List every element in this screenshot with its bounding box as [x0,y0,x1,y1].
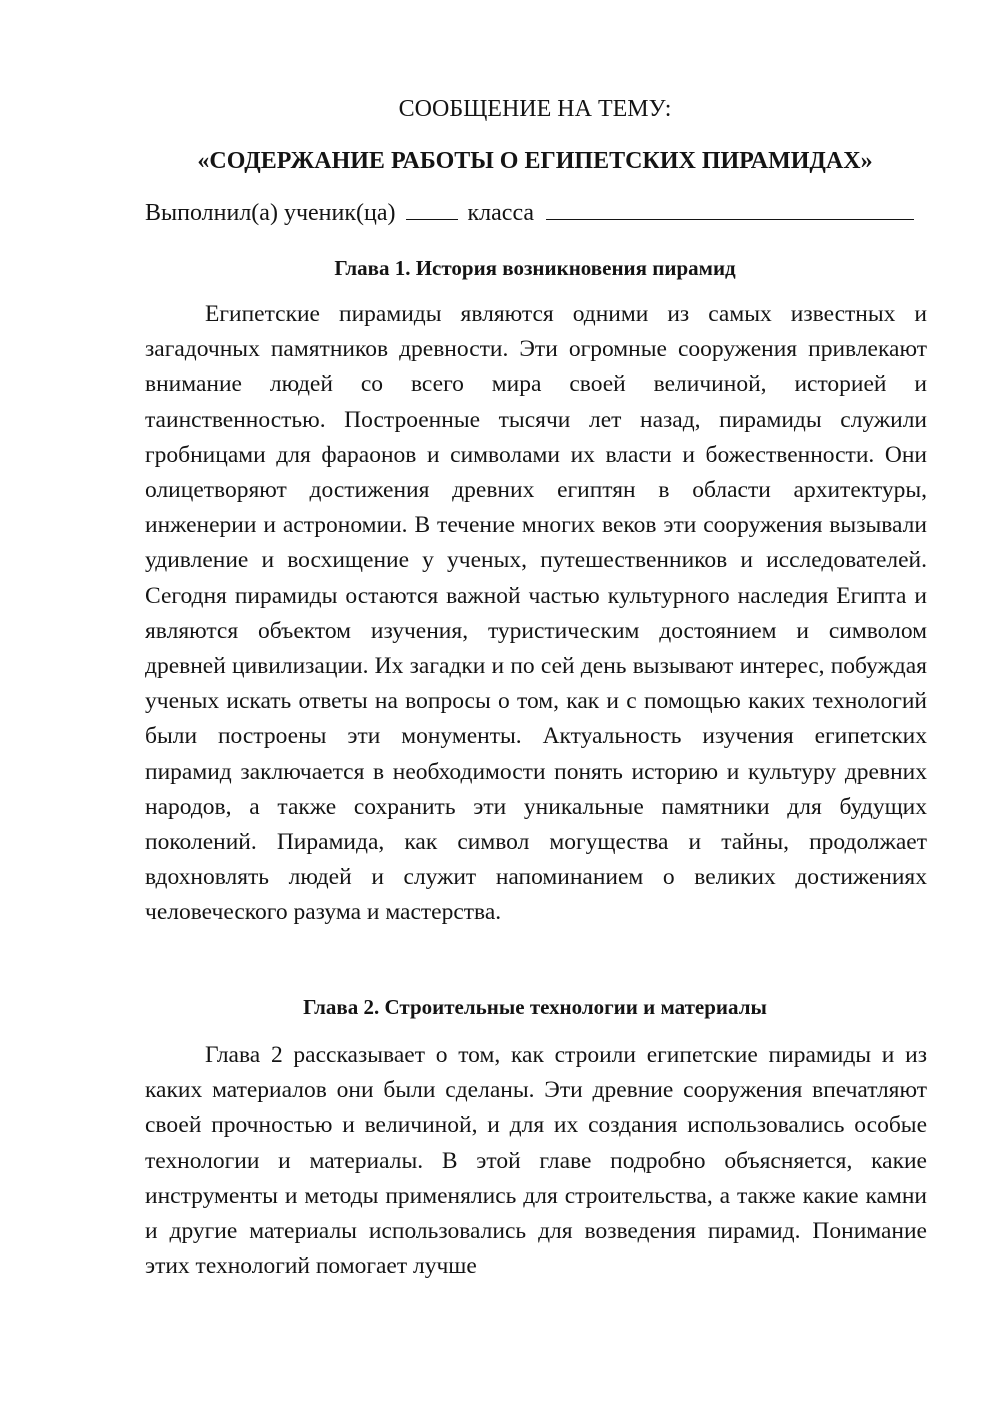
chapter-1-heading: Глава 1. История возникновения пирамид [334,256,736,280]
chapter-2-paragraph: Глава 2 рассказывает о том, как строили египетские пирамиды и из каких материалов они были сделаны. Эти древние сооружения впечатляют своей прочностью и величиной, и для их создания использовались особые технологии и материалы. В этой главе подробно объясняется, какие инструменты и методы применялись для строительства, а также какие камни и другие материалы использовались для возведения пирамид. Понимание этих технологий помогает лучше [145,1042,927,1280]
document-title-line-2: «СОДЕРЖАНИЕ РАБОТЫ О ЕГИПЕТСКИХ ПИРАМИДАХ» [197,148,873,174]
document-title-line-1: СООБЩЕНИЕ НА ТЕМУ: [398,96,672,122]
author-prefix: Выполнил(а) ученик(ца) [145,200,396,226]
class-name-blank [546,197,914,220]
chapter-1-paragraph: Египетские пирамиды являются одними из самых известных и загадочных памятников древности. Эти огромные сооружения привлекают внимание людей со всего мира своей величиной, историей и таинственностью. Построенные тысячи лет назад, пирамиды служили гробницами для фараонов и символами их власти и божественности. Они олицетворяют достижения древних египтян в области архитектуры, инженерии и астрономии. В течение многих веков эти сооружения вызывали удивление и восхищение у ученых, путешественников и исследователей. Сегодня пирамиды остаются важной частью культурного наследия Египта и являются объектом изучения, туристическим достоянием и символом древней цивилизации. Их загадки и по сей день вызывают интерес, побуждая ученых искать ответы на вопросы о том, как и с помощью каких технологий были построены эти монументы. Актуальность изучения египетских пирамид заключается в необходимости понять историю и культуру древних народов, а также сохранить эти уникальные памятники для будущих поколений. Пирамида, как символ могущества и тайны, продолжает вдохновлять людей и служит напоминанием о великих достижениях человеческого разума и мастерства. [145,301,927,926]
author-class-word: класса [467,200,535,226]
author-line [145,197,914,229]
chapter-2-heading: Глава 2. Строительные технологии и материалы [303,995,767,1019]
class-number-blank [406,197,458,220]
